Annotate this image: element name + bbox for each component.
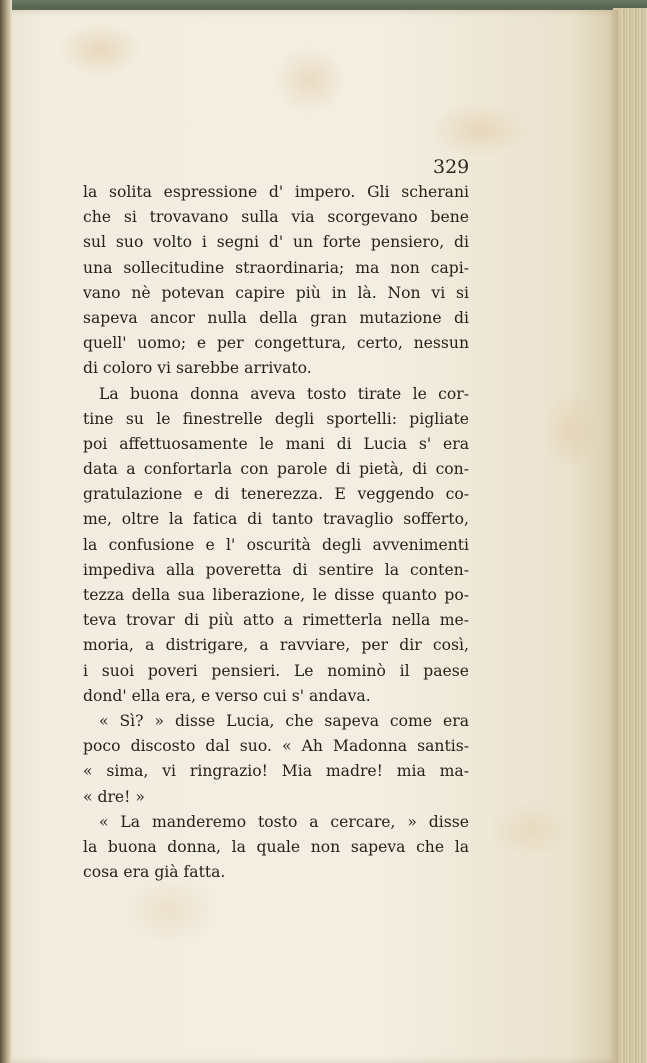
text-line: dond' ella era, e verso cui s' andava. bbox=[83, 686, 371, 705]
text-line: « Sì? » disse Lucia, che sapeva come era bbox=[99, 711, 469, 730]
body-text bbox=[83, 180, 469, 885]
binding-gutter bbox=[0, 0, 12, 1063]
text-line: quell' uomo; e per congettura, certo, nessun bbox=[83, 334, 469, 353]
page-number: 329 bbox=[433, 156, 470, 178]
text-line: sapeva ancor nulla della gran mutazione di bbox=[83, 308, 469, 327]
text-line: la solita espressione d' impero. Gli scherani bbox=[83, 183, 469, 201]
text-line: tezza della sua liberazione, le disse quanto po- bbox=[83, 586, 469, 604]
text-line: teva trovar di più atto a rimetterla nella me- bbox=[83, 611, 469, 630]
text-line: i suoi poveri pensieri. Le nominò il paese bbox=[83, 661, 469, 680]
text-line: me, oltre la fatica di tanto travaglio sofferto, bbox=[83, 510, 469, 529]
text-line: la buona donna, la quale non sapeva che la bbox=[83, 837, 469, 856]
text-line: di coloro vi sarebbe arrivato. bbox=[83, 359, 312, 378]
text-line: poco discosto dal suo. « Ah Madonna santis- bbox=[83, 737, 469, 756]
text-line: data a confortarla con parole di pietà, di con- bbox=[83, 460, 469, 479]
text-line: « dre! » bbox=[83, 787, 145, 806]
text-line: cosa era già fatta. bbox=[83, 863, 226, 882]
text-line: che si trovavano sulla via scorgevano bene bbox=[83, 208, 469, 227]
text-line: impediva alla poveretta di sentire la conten- bbox=[83, 560, 469, 579]
text-line: vano nè potevan capire più in là. Non vi si bbox=[83, 283, 469, 302]
text-line: moria, a distrigare, a ravviare, per dir così, bbox=[83, 636, 469, 655]
text-line: gratulazione e di tenerezza. E veggendo co- bbox=[83, 485, 469, 504]
text-line: « La manderemo tosto a cercare, » disse bbox=[99, 812, 469, 831]
book-page bbox=[10, 10, 618, 1063]
text-line: una sollecitudine straordinaria; ma non capi- bbox=[83, 258, 469, 277]
text-line: tine su le finestrelle degli sportelli: pigliate bbox=[83, 409, 469, 428]
text-line: « sima, vi ringrazio! Mia madre! mia ma- bbox=[83, 762, 469, 781]
page-edges bbox=[613, 8, 647, 1063]
text-line: La buona donna aveva tosto tirate le cor- bbox=[99, 384, 469, 403]
text-line: la confusione e l' oscurità degli avvenimenti bbox=[83, 535, 469, 554]
text-line: poi affettuosamente le mani di Lucia s' era bbox=[83, 434, 469, 453]
text-line: sul suo volto i segni d' un forte pensiero, di bbox=[83, 233, 469, 252]
